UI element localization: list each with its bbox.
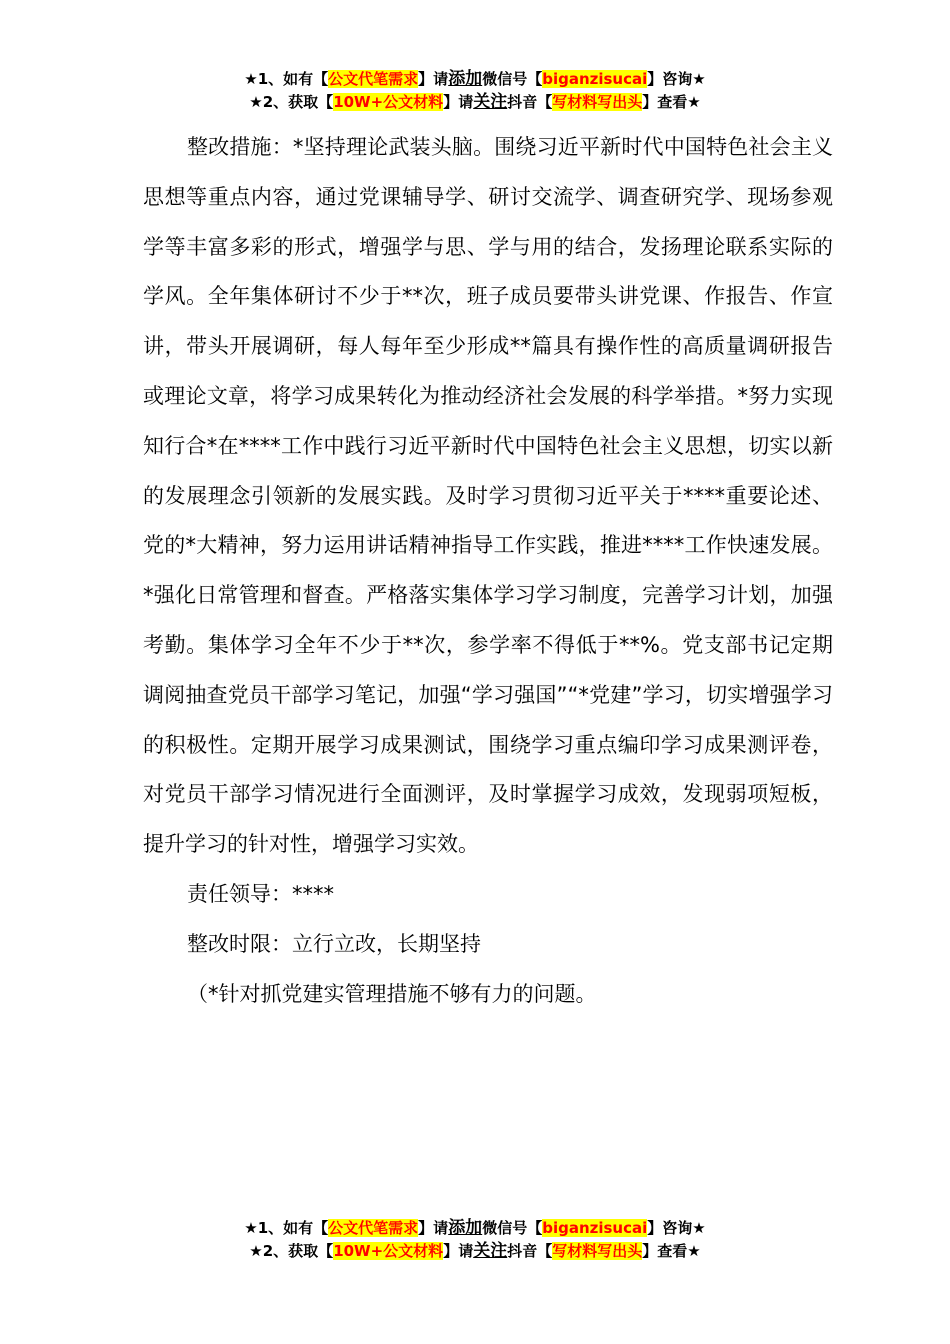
header-banner-line-1: ★1、如有【公文代笔需求】请添加微信号【biganzisucai】咨询★ bbox=[244, 69, 706, 89]
header-banner bbox=[0, 68, 950, 114]
footer-banner-line-2: ★2、获取【10W+公文材料】请关注抖音【写材料写出头】查看★ bbox=[249, 1241, 701, 1261]
highlight-wechat-id: biganzisucai bbox=[542, 70, 648, 88]
add-emphasis: 添加 bbox=[448, 69, 483, 89]
footer-banner-line-1: ★1、如有【公文代笔需求】请添加微信号【biganzisucai】咨询★ bbox=[244, 1218, 706, 1238]
highlight-douyin-account: 写材料写出头 bbox=[552, 93, 643, 111]
highlight-materials: 10W+公文材料 bbox=[333, 93, 444, 111]
highlight-materials: 10W+公文材料 bbox=[333, 1242, 444, 1260]
highlight-douyin-account: 写材料写出头 bbox=[552, 1242, 643, 1260]
next-issue-heading: （*针对抓党建实管理措施不够有力的问题。 bbox=[187, 981, 597, 1006]
highlight-wechat-id: biganzisucai bbox=[542, 1219, 648, 1237]
follow-emphasis: 关注 bbox=[473, 92, 508, 112]
footer-banner bbox=[0, 1217, 950, 1263]
header-banner-line-2: ★2、获取【10W+公文材料】请关注抖音【写材料写出头】查看★ bbox=[249, 92, 701, 112]
highlight-service: 公文代笔需求 bbox=[328, 70, 419, 88]
rectification-measures-paragraph: 整改措施：*坚持理论武装头脑。围绕习近平新时代中国特色社会主义思想等重点内容，通过党课辅导学、研讨交流学、调查研究学、现场参观学等丰富多彩的形式，增强学与思、学与用的结合，发扬理论联系实际的学风。全年集体研讨不少于**次，班子成员要带头讲党课、作报告、作宣讲，带头开展调研，每人每年至少形成**篇具有操作性的高质量调研报告或理论文章，将学习成果转化为推动经济社会发展的科学举措。*努力实现知行合*在****工作中践行习近平新时代中国特色社会主义思想，切实以新的发展理念引领新的发展实践。及时学习贯彻习近平关于****重要论述、党的*大精神，努力运用讲话精神指导工作实践，推进****工作快速发展。*强化日常管理和督查。严格落实集体学习学习制度，完善学习计划，加强考勤。集体学习全年不少于**次，参学率不得低于**%。党支部书记定期调阅抽查党员干部学习笔记，加强“学习强国”“*党建”学习，切实增强学习的积极性。定期开展学习成果测试，围绕学习重点编印学习成果测评卷，对党员干部学习情况进行全面测评，及时掌握学习成效，发现弱项短板，提升学习的针对性，增强学习实效。 bbox=[143, 135, 833, 857]
highlight-service: 公文代笔需求 bbox=[328, 1219, 419, 1237]
document-body bbox=[143, 123, 833, 1019]
follow-emphasis: 关注 bbox=[473, 1241, 508, 1261]
responsible-leader-line: 责任领导：**** bbox=[187, 881, 334, 906]
add-emphasis: 添加 bbox=[448, 1218, 483, 1238]
rectification-deadline-line: 整改时限：立行立改，长期坚持 bbox=[187, 931, 481, 956]
